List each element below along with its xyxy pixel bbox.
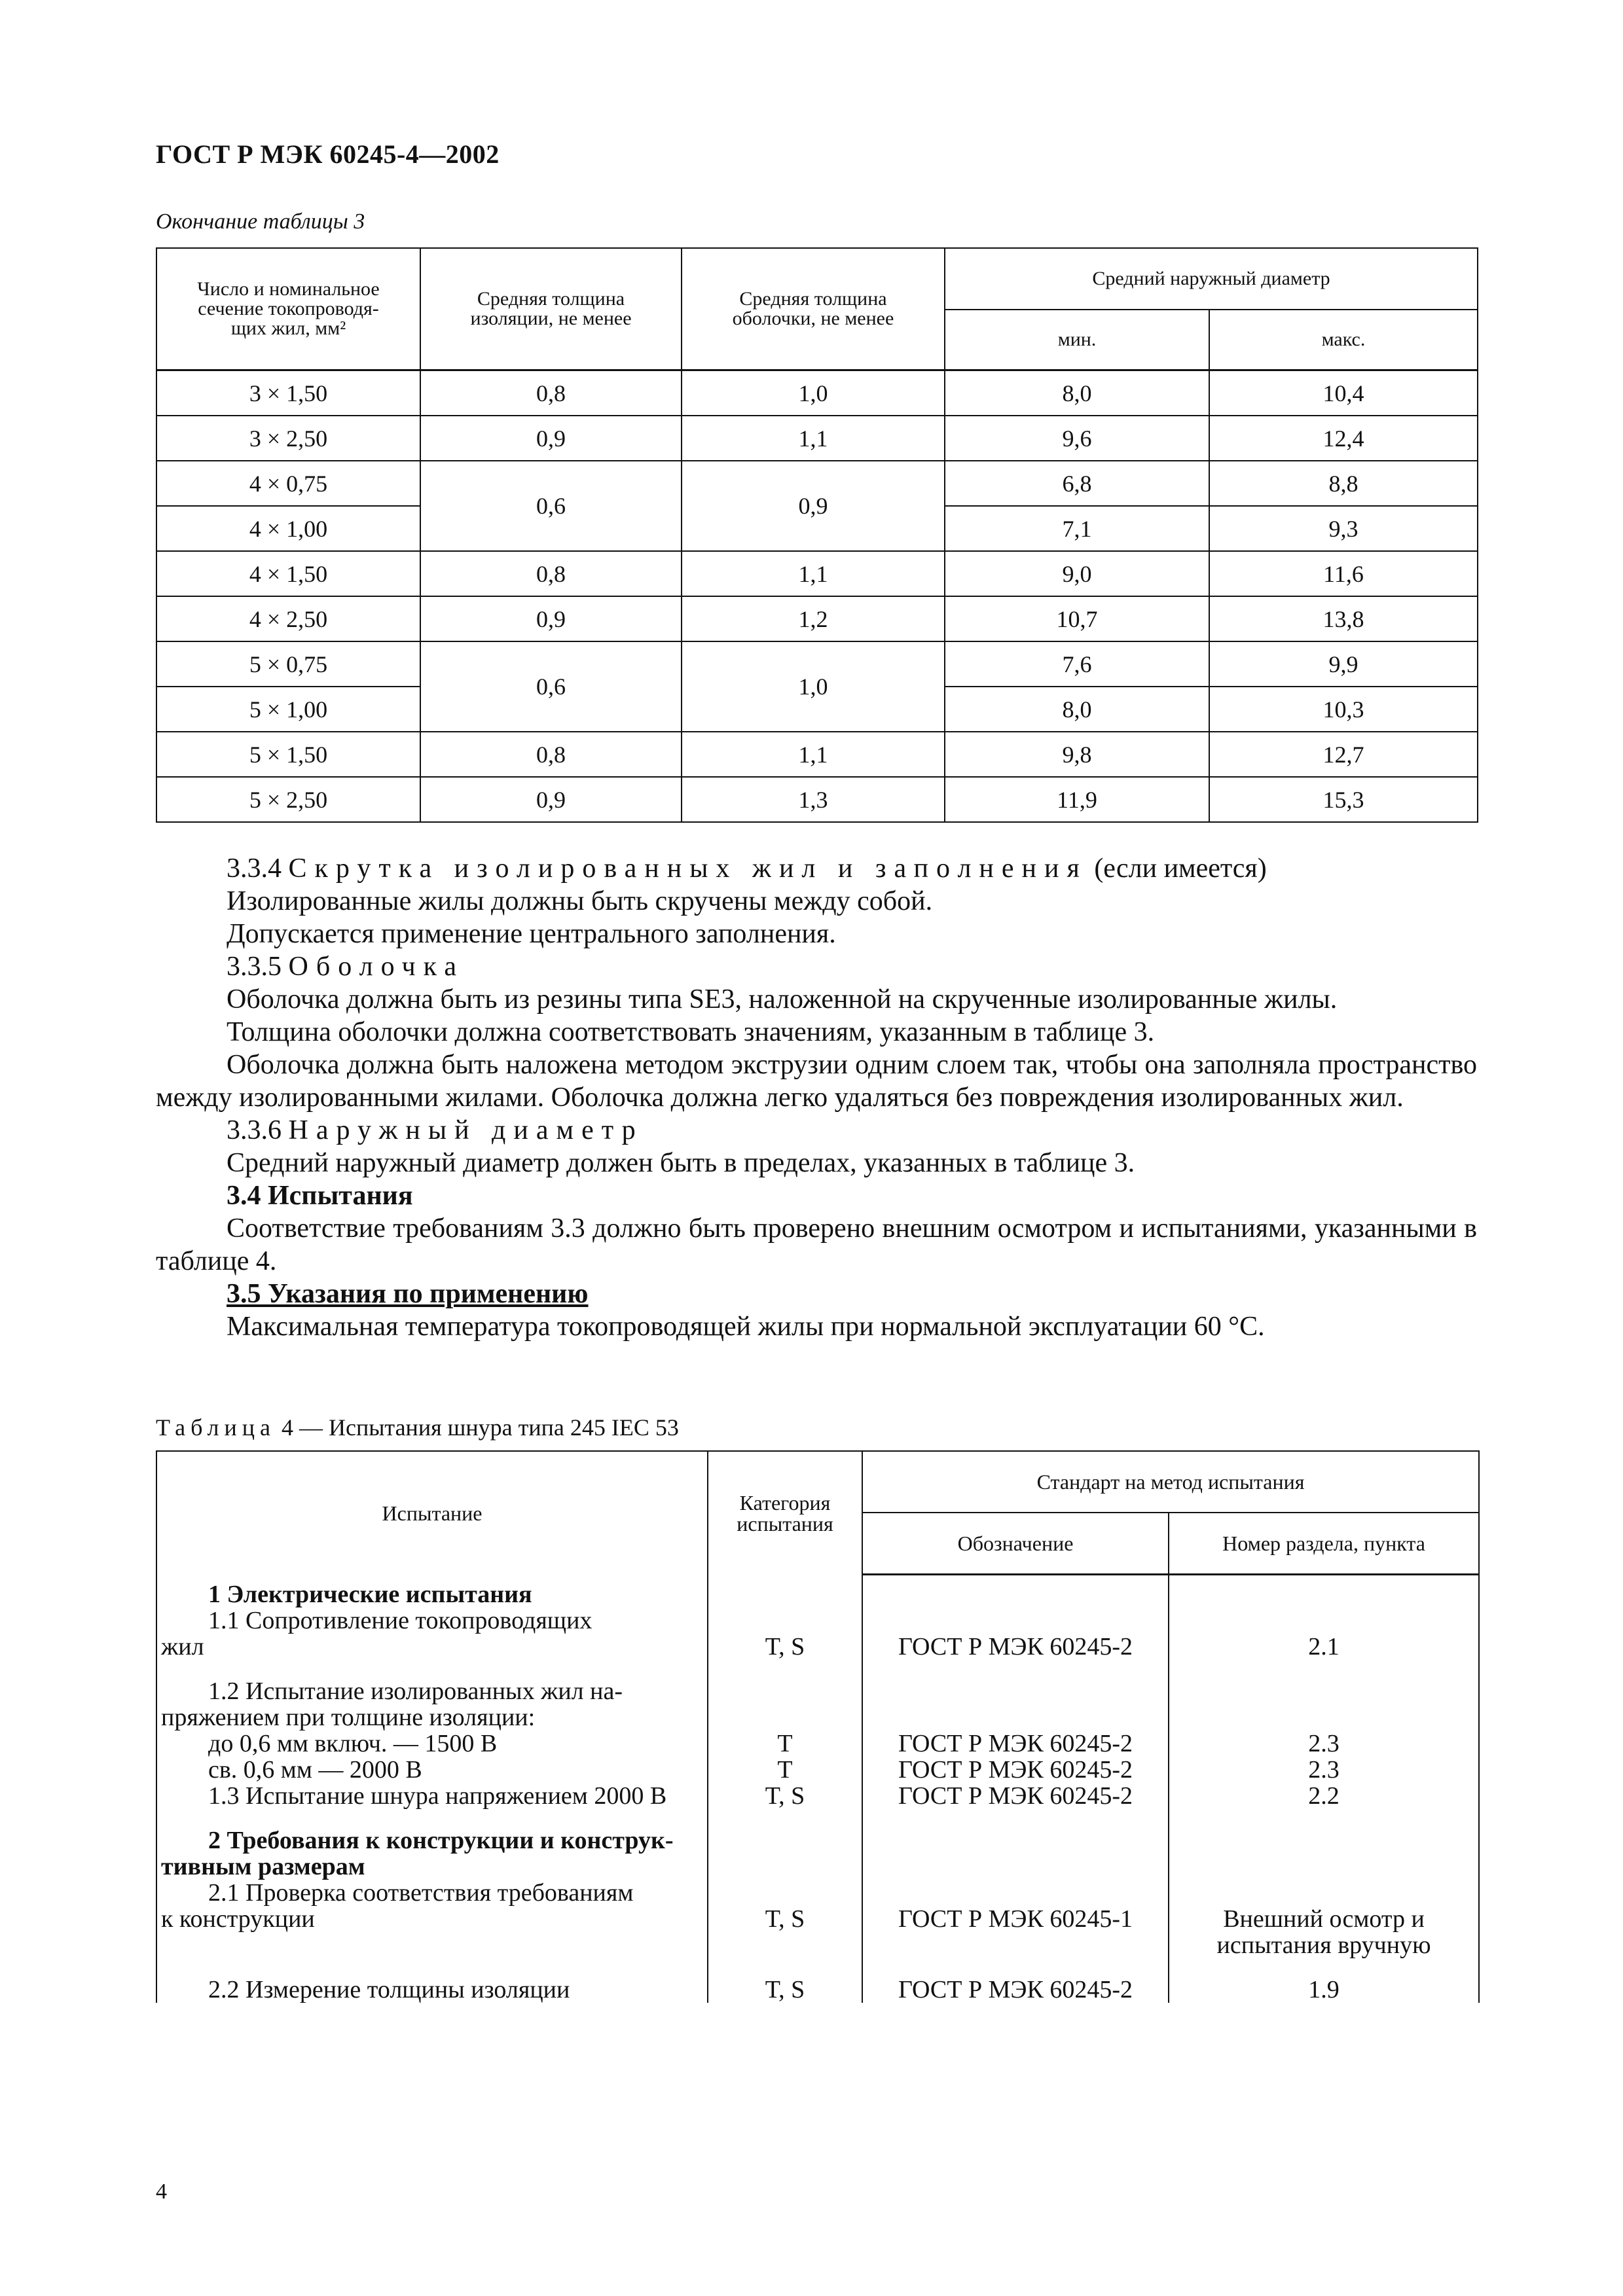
header-sheath: Средняя толщина оболочки, не менее	[682, 248, 945, 370]
table-row: 2.2 Измерение толщины изоляции T, S ГОСТ Р МЭК 60245-2 1.9	[156, 1977, 1479, 2003]
header-diameter: Средний наружный диаметр	[945, 248, 1478, 310]
table-row: 4 × 0,75 0,6 0,9 6,8 8,8	[156, 461, 1478, 506]
table-row: 2 Требования к конструкции и конструк- тивным размерам	[156, 1827, 1479, 1880]
paragraph: Допускается применение центрального заполнения.	[227, 919, 836, 949]
header-category: Категория испытания	[708, 1451, 862, 1575]
paragraph: Изолированные жилы должны быть скручены между собой.	[227, 886, 933, 916]
paragraph: Соответствие требованиям 3.3 должно быть проверено внешним осмотром и испытаниями, указанными в таблице 4.	[156, 1213, 1477, 1276]
section-3-5-heading: 3.5 Указания по применению	[227, 1279, 589, 1309]
paragraph: Средний наружный диаметр должен быть в пределах, указанных в таблице 3.	[227, 1148, 1135, 1178]
header-clause: Номер раздела, пункта	[1169, 1513, 1479, 1575]
header-insulation: Средняя толщина изоляции, не менее	[420, 248, 682, 370]
section-3-3-4-heading: 3.3.4 Скрутка изолированных жил и заполнения (если имеется)	[227, 853, 1267, 884]
table-row: 1.1 Сопротивление токопроводящих жил T, S ГОСТ Р МЭК 60245-2 2.1	[156, 1607, 1479, 1660]
paragraph: Толщина оболочки должна соответствовать значениям, указанным в таблице 3.	[227, 1017, 1155, 1047]
section-3-3-6-heading: 3.3.6 Наружный диаметр	[227, 1115, 644, 1145]
paragraph: Оболочка должна быть из резины типа SE3, наложенной на скрученные изолированные жилы.	[227, 984, 1338, 1014]
table-row: 4 × 2,50 0,9 1,2 10,7 13,8	[156, 596, 1478, 641]
section-3-3-5-heading: 3.3.5 Оболочка	[227, 952, 465, 982]
document-header: ГОСТ Р МЭК 60245-4—2002	[156, 139, 500, 169]
body-text	[156, 852, 1477, 1343]
table-row	[156, 1581, 1479, 1607]
header-size: Число и номинальное сечение токопроводя- щих жил, мм²	[156, 248, 420, 370]
table-4	[156, 1450, 1480, 2003]
table-row: 1.2 Испытание изолированных жил на- пряжением при толщине изоляции: до 0,6 мм включ. — 1500 В св. 0,6 мм — 2000 В 1.3 Испытание шнура напряжением 2000 В T T T, S ГОСТ Р МЭК 60245-2 ГОСТ Р МЭК 60245-2 ГОСТ Р МЭК 60245-2 2.3 2.3 2.2	[156, 1678, 1479, 1809]
table3-caption: Окончание таблицы 3	[156, 209, 365, 234]
table-row: 3 × 1,50 0,8 1,0 8,0 10,4	[156, 370, 1478, 416]
table-row: 5 × 1,00 8,0 10,3	[156, 687, 1478, 732]
paragraph: Оболочка должна быть наложена методом экструзии одним слоем так, чтобы она заполняла пространство между изолированными жилами. Оболочка должна легко удаляться без повреждения изолированных жил.	[156, 1050, 1477, 1113]
table-row: 5 × 2,50 0,9 1,3 11,9 15,3	[156, 777, 1478, 822]
header-standard: Стандарт на метод испытания	[862, 1451, 1479, 1513]
header-designation: Обозначение	[862, 1513, 1169, 1575]
section-3-4-heading: 3.4 Испытания	[227, 1181, 413, 1211]
header-test: Испытание	[156, 1451, 708, 1575]
table-row: 2.1 Проверка соответствия требованиям к конструкции T, S ГОСТ Р МЭК 60245-1 Внешний осмотр и испытания вручную	[156, 1880, 1479, 1958]
section-label: 1 Электрические испытания	[156, 1581, 708, 1607]
header-max: макс.	[1209, 310, 1478, 370]
section-label: 2 Требования к конструкции и конструк-	[208, 1826, 674, 1854]
paragraph: Максимальная температура токопроводящей жилы при нормальной эксплуатации 60 °С.	[227, 1312, 1265, 1342]
table-row: 3 × 2,50 0,9 1,1 9,6 12,4	[156, 416, 1478, 461]
table-row: 5 × 1,50 0,8 1,1 9,8 12,7	[156, 732, 1478, 777]
table-row: 5 × 0,75 0,6 1,0 7,6 9,9	[156, 641, 1478, 687]
table-row: 4 × 1,50 0,8 1,1 9,0 11,6	[156, 551, 1478, 596]
table-3	[156, 247, 1478, 823]
table4-caption: Таблица 4 — Испытания шнура типа 245 IEC 53	[156, 1414, 679, 1441]
header-min: мин.	[945, 310, 1209, 370]
table-row: 4 × 1,00 7,1 9,3	[156, 506, 1478, 551]
page-number: 4	[156, 2179, 167, 2204]
